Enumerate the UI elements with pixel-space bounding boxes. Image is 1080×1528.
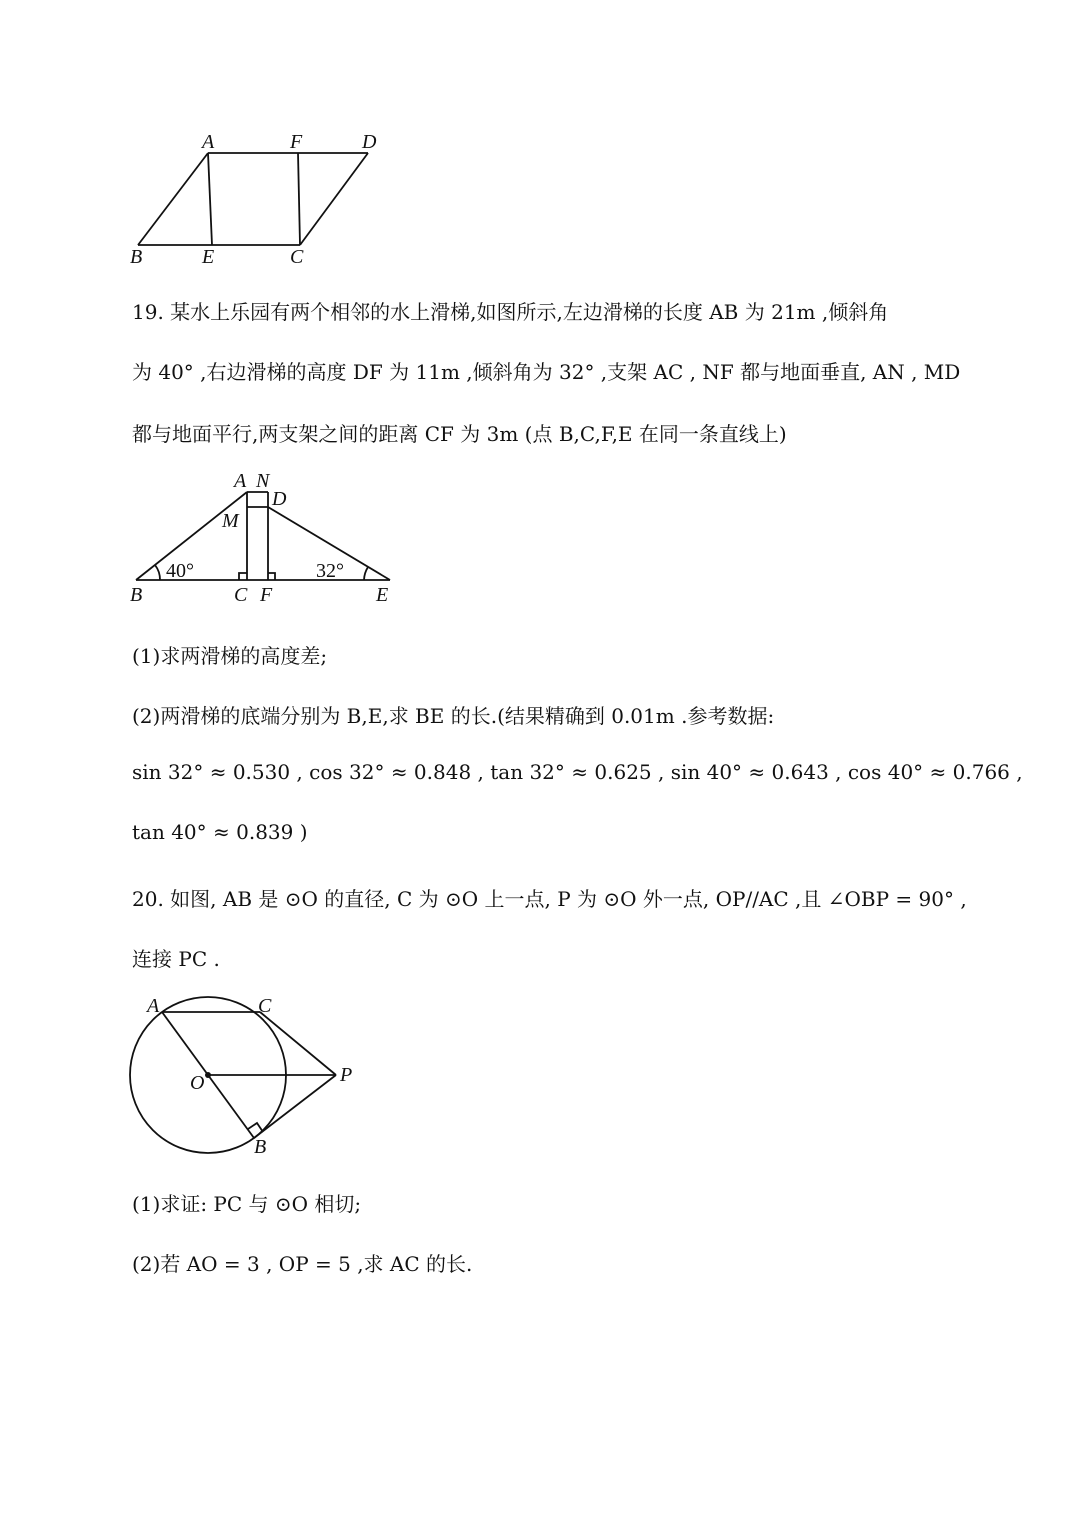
segment-CP bbox=[260, 1012, 336, 1075]
label-C: C bbox=[290, 246, 304, 268]
segment-AE bbox=[208, 153, 212, 245]
q19-part-1: (1)求两滑梯的高度差; bbox=[132, 644, 328, 668]
angle-label-40: 40° bbox=[166, 560, 194, 582]
label-E: E bbox=[376, 584, 389, 606]
angle-arc-E bbox=[364, 567, 368, 580]
q19-reference-data-2: tan 40° ≈ 0.839 ) bbox=[132, 820, 308, 844]
label-O: O bbox=[190, 1072, 205, 1094]
label-F: F bbox=[260, 584, 273, 606]
parallelogram-figure bbox=[120, 125, 400, 270]
label-B: B bbox=[130, 246, 143, 268]
q19-part-2: (2)两滑梯的底端分别为 B,E,求 BE 的长.(结果精确到 0.01m .参考数据: bbox=[132, 704, 775, 728]
slides-figure bbox=[120, 465, 410, 610]
q20-line-2: 连接 PC . bbox=[132, 947, 220, 971]
right-angle-mark-B bbox=[248, 1123, 263, 1132]
q19-line-2: 为 40° ,右边滑梯的高度 DF 为 11m ,倾斜角为 32° ,支架 AC , NF 都与地面垂直, AN , MD bbox=[132, 360, 961, 384]
q19-reference-data-1: sin 32° ≈ 0.530 , cos 32° ≈ 0.848 , tan 32° ≈ 0.625 , sin 40° ≈ 0.643 , cos 40° ≈ 0.766 , bbox=[132, 760, 1023, 784]
q19-line-3: 都与地面平行,两支架之间的距离 CF 为 3m (点 B,C,F,E 在同一条直线上) bbox=[132, 422, 787, 446]
label-P: P bbox=[340, 1064, 353, 1086]
segment-FC bbox=[298, 153, 300, 245]
circle-figure bbox=[120, 990, 370, 1160]
angle-label-32: 32° bbox=[316, 560, 344, 582]
right-angle-mark-C bbox=[239, 573, 247, 580]
center-point-O bbox=[205, 1072, 211, 1078]
label-D: D bbox=[272, 488, 287, 510]
segment-DC bbox=[300, 153, 368, 245]
label-A: A bbox=[234, 470, 247, 492]
label-N: N bbox=[256, 470, 270, 492]
q20-line-1: 20. 如图, AB 是 ⊙O 的直径, C 为 ⊙O 上一点, P 为 ⊙O 外一点, OP//AC ,且 ∠OBP = 90° , bbox=[132, 887, 967, 911]
label-D: D bbox=[362, 131, 377, 153]
q19-line-1: 19. 某水上乐园有两个相邻的水上滑梯,如图所示,左边滑梯的长度 AB 为 21m ,倾斜角 bbox=[132, 300, 889, 324]
label-M: M bbox=[222, 510, 239, 532]
label-C: C bbox=[258, 995, 272, 1017]
label-A: A bbox=[147, 995, 160, 1017]
label-E: E bbox=[202, 246, 215, 268]
segment-BP bbox=[254, 1075, 336, 1138]
right-angle-mark-F bbox=[268, 573, 275, 580]
label-C: C bbox=[234, 584, 248, 606]
q20-part-1: (1)求证: PC 与 ⊙O 相切; bbox=[132, 1192, 362, 1216]
q20-part-2: (2)若 AO = 3 , OP = 5 ,求 AC 的长. bbox=[132, 1252, 473, 1276]
segment-AB bbox=[138, 153, 208, 245]
label-B: B bbox=[130, 584, 143, 606]
label-B: B bbox=[254, 1136, 267, 1158]
label-A: A bbox=[202, 131, 215, 153]
label-F: F bbox=[290, 131, 303, 153]
angle-arc-B bbox=[155, 565, 160, 580]
